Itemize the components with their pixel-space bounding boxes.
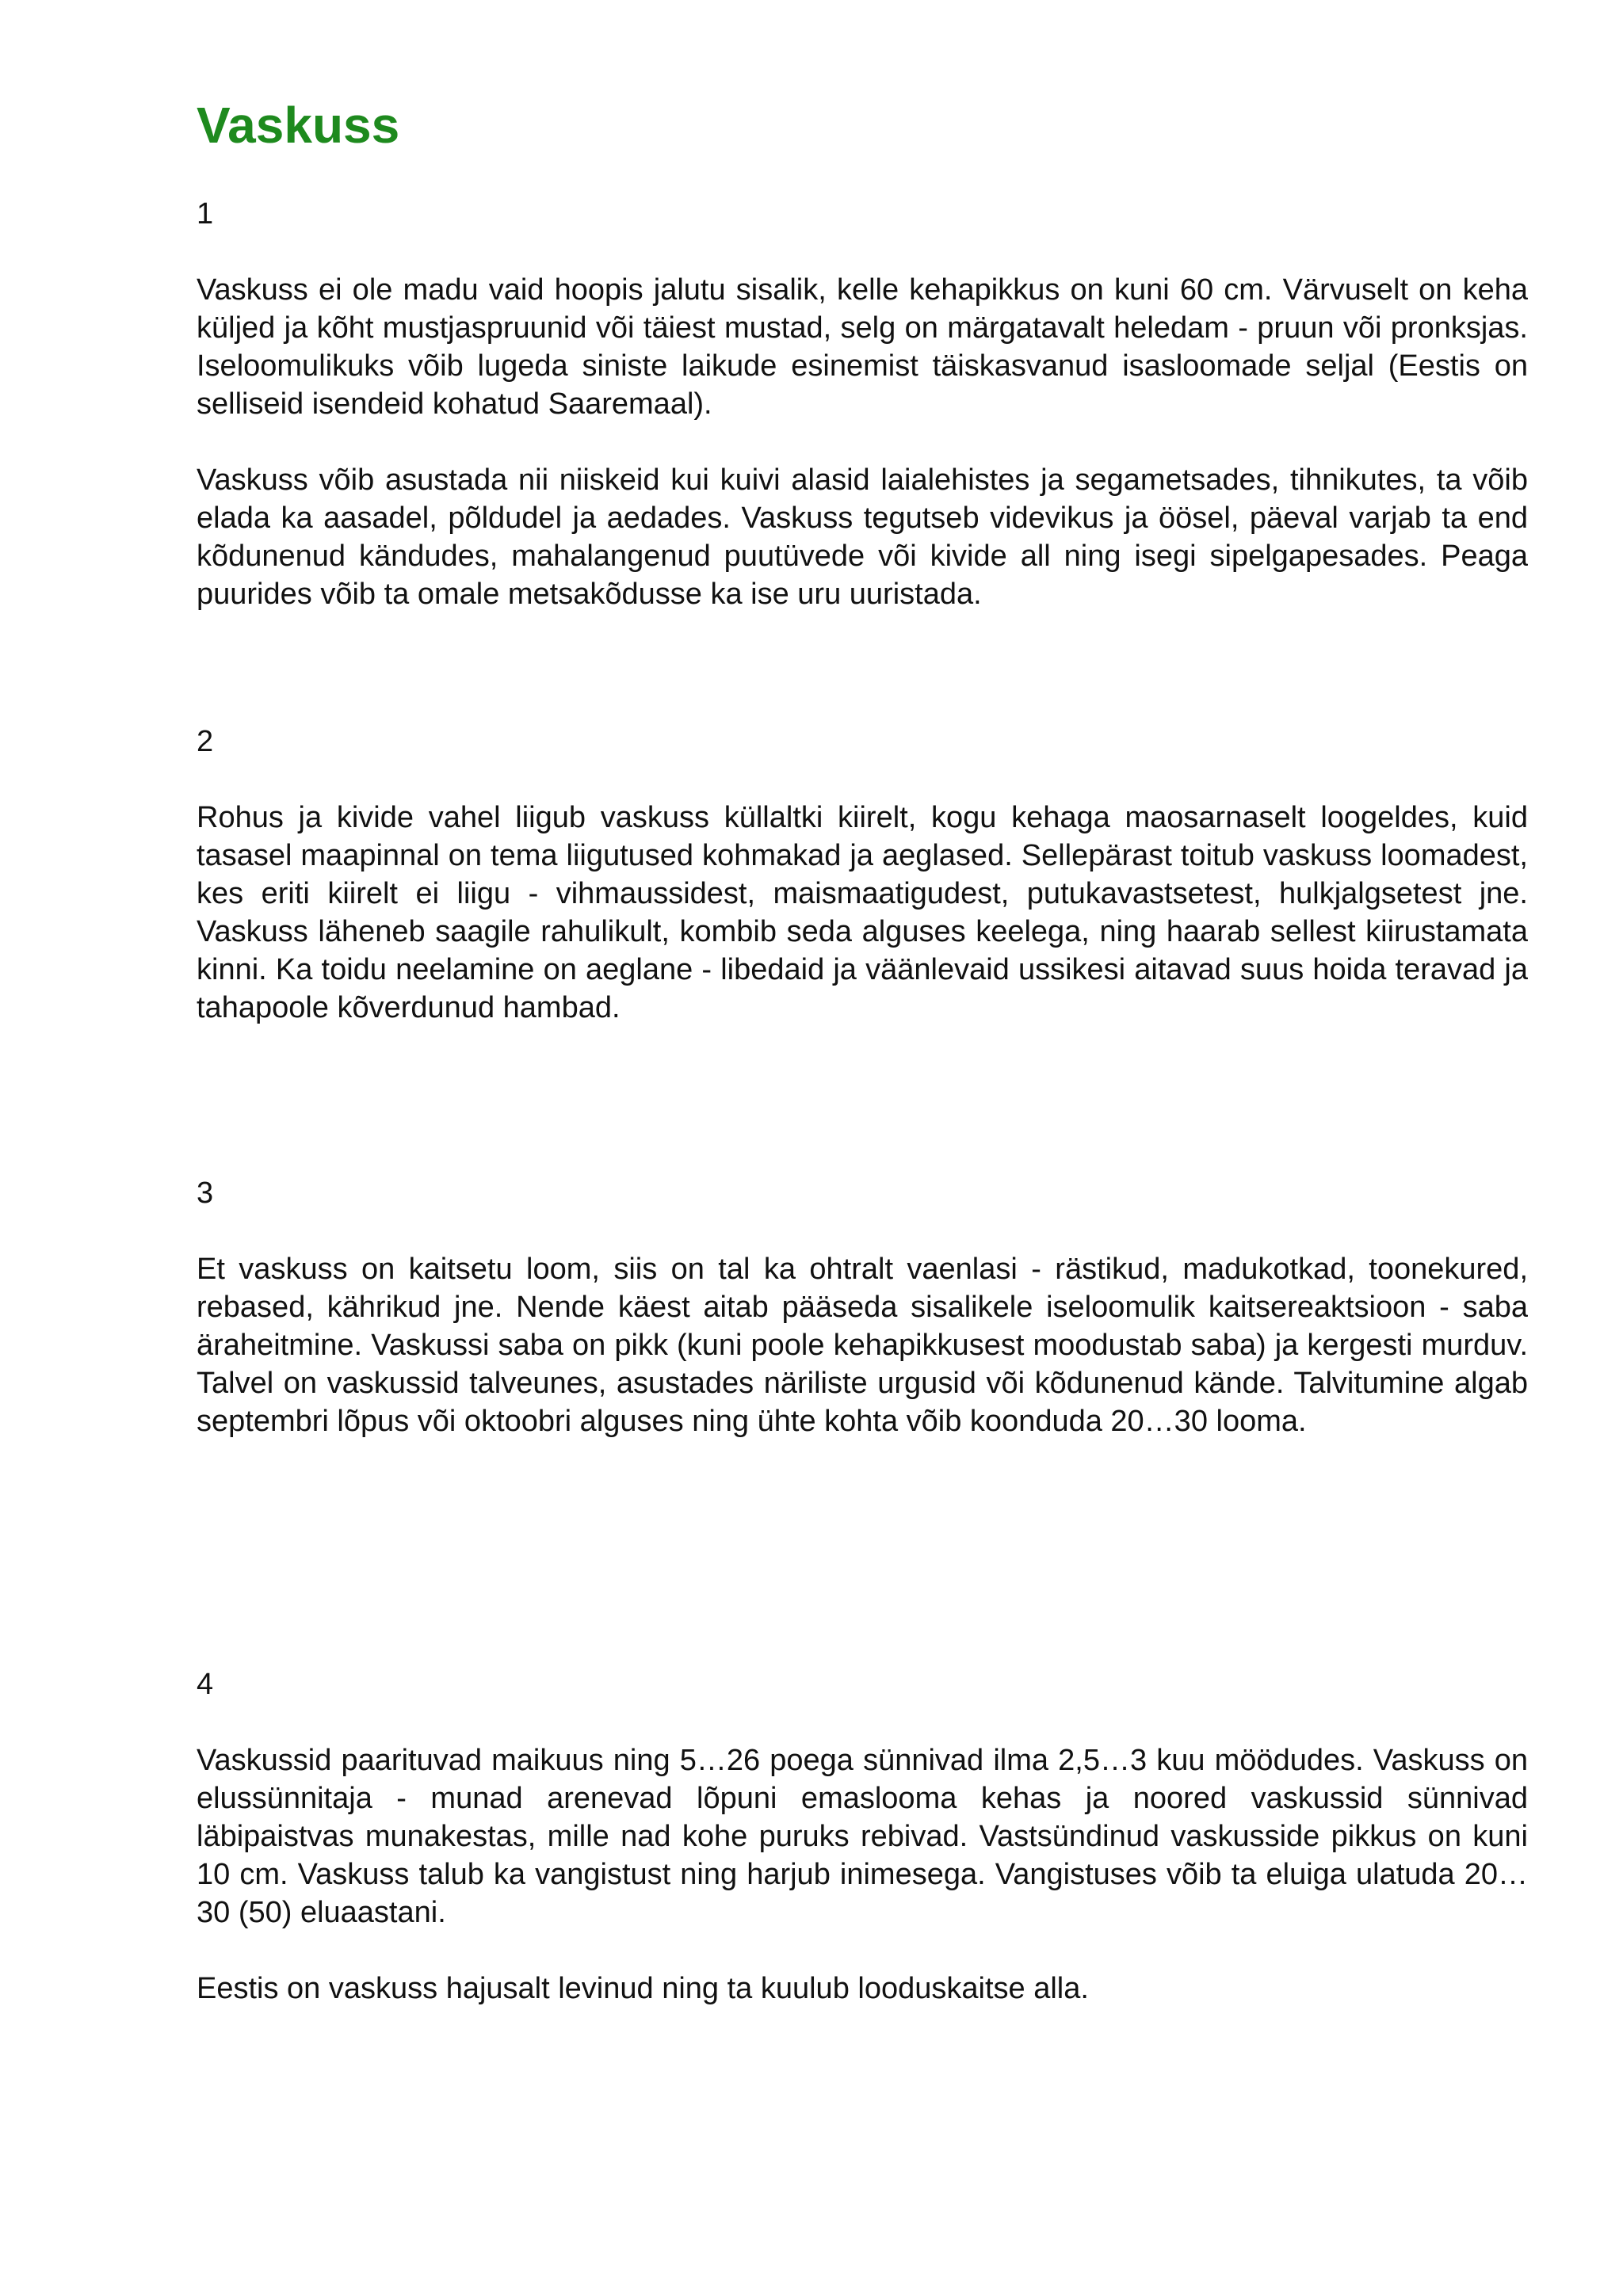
section-number-1: 1	[197, 197, 214, 231]
section-number-3: 3	[197, 1177, 214, 1210]
section-4-paragraph-2: Eestis on vaskuss hajusalt levinud ning ta kuulub looduskaitse alla.	[197, 1972, 1089, 2005]
page-title: Vaskuss	[197, 97, 400, 154]
section-4-paragraph-1: Vaskussid paarituvad maikuus ning 5…26 poega sünnivad ilma 2,5…3 kuu möödudes. Vaskuss on elussünnitaja - munad arenevad lõpuni emaslooma kehas ja noored vaskussid sünnivad läbipaistvas munakestas, mille nad kohe puruks rebivad. Vastsündinud vaskusside pikkus on kuni 10 cm. Vaskuss talub ka vangistust ning harjub inimesega. Vangistuses võib ta eluiga ulatuda 20…30 (50) eluaastani.	[197, 1744, 1528, 1929]
section-1-paragraph-1: Vaskuss ei ole madu vaid hoopis jalutu sisalik, kelle kehapikkus on kuni 60 cm. Värvuselt on keha küljed ja kõht mustjaspruunid või täiest mustad, selg on märgatavalt heledam - pruun või pronksjas. Iseloomulikuks võib lugeda siniste laikude esinemist täiskasvanud isasloomade seljal (Eestis on selliseid isendeid kohatud Saaremaal).	[197, 273, 1528, 421]
section-number-4: 4	[197, 1668, 214, 1701]
section-number-2: 2	[197, 725, 214, 758]
section-2-paragraph-1: Rohus ja kivide vahel liigub vaskuss küllaltki kiirelt, kogu kehaga maosarnaselt loogeldes, kuid tasasel maapinnal on tema liigutused kohmakad ja aeglased. Sellepärast toitub vaskuss loomadest, kes eriti kiirelt ei liigu - vihmaussidest, maismaatigudest, putukavastsetest, hulkjalgsetest jne. Vaskuss läheneb saagile rahulikult, kombib seda alguses keelega, ning haarab sellest kiirustamata kinni. Ka toidu neelamine on aeglane - libedaid ja väänlevaid ussikesi aitavad suus hoida teravad ja tahapoole kõverdunud hambad.	[197, 801, 1528, 1024]
section-1-paragraph-2: Vaskuss võib asustada nii niiskeid kui kuivi alasid laialehistes ja segametsades, tihnikutes, ta võib elada ka aasadel, põldudel ja aedades. Vaskuss tegutseb videvikus ja öösel, päeval varjab ta end kõdunenud kändudes, mahalangenud puutüvede või kivide all ning isegi sipelgapesades. Peaga puurides võib ta omale metsakõdusse ka ise uru uuristada.	[197, 463, 1528, 611]
section-3-paragraph-1: Et vaskuss on kaitsetu loom, siis on tal ka ohtralt vaenlasi - rästikud, madukotkad, toonekured, rebased, kährikud jne. Nende käest aitab pääseda sisalikele iseloomulik kaitsereaktsioon - saba äraheitmine. Vaskussi saba on pikk (kuni poole kehapikkusest moodustab saba) ja kergesti murduv. Talvel on vaskussid talveunes, asustades näriliste urgusid või kõdunenud kände. Talvitumine algab septembri lõpus või oktoobri alguses ning ühte kohta võib koonduda 20…30 looma.	[197, 1253, 1528, 1438]
